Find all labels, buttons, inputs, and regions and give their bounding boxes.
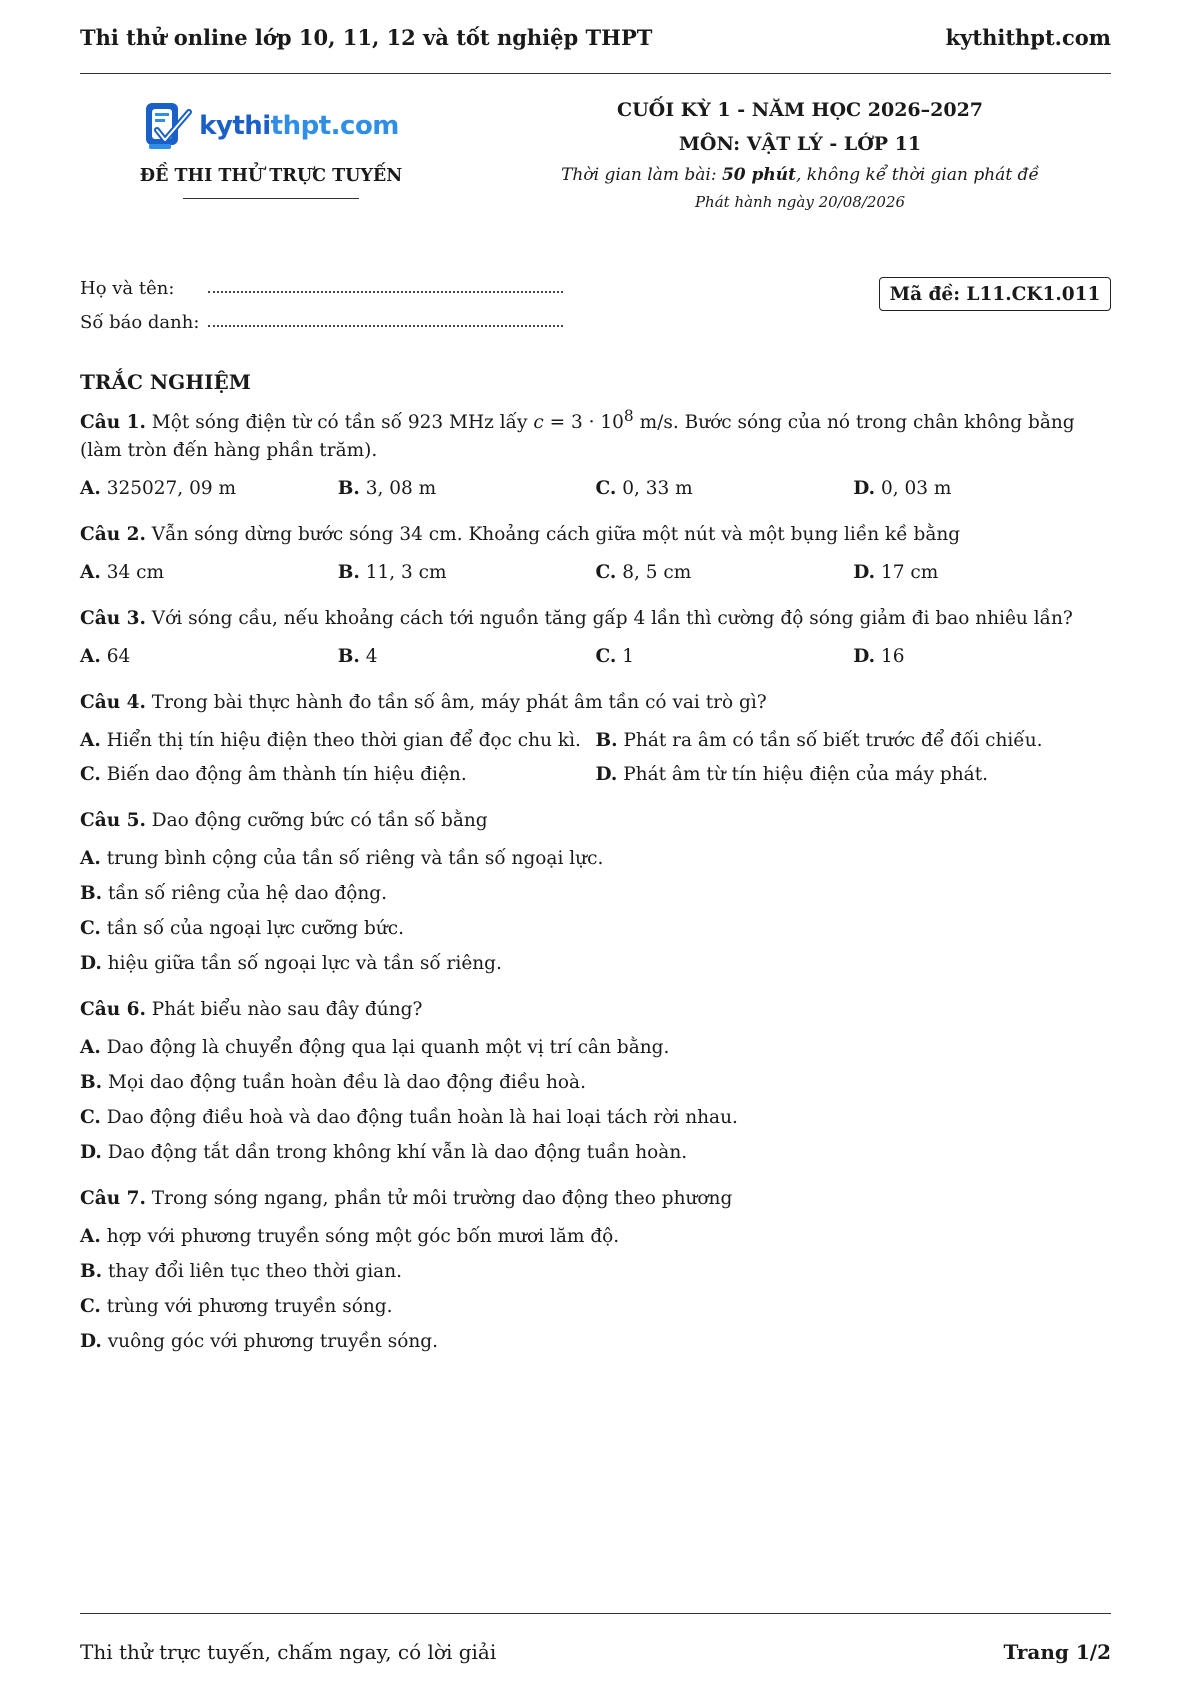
school-underline (183, 198, 359, 199)
option-c[interactable] (596, 475, 854, 503)
option-d[interactable] (80, 1328, 1111, 1356)
option-letter: A. (80, 562, 101, 584)
options-4 (80, 727, 1111, 789)
question-text: Với sóng cầu, nếu khoảng cách tới nguồn tăng gấp 4 lần thì cường độ sóng giảm đi bao nhiêu lần? (145, 608, 1073, 630)
option-letter: D. (853, 646, 876, 668)
option-a[interactable] (80, 1223, 1111, 1251)
option-text: tần số riêng của hệ dao động. (107, 883, 388, 905)
name-row (80, 265, 563, 299)
option-letter: A. (80, 730, 101, 752)
option-letter: C. (595, 478, 617, 500)
logo-text-part1: kythi (199, 111, 271, 141)
option-text: 325027, 09 m (106, 478, 237, 500)
duration-value: 50 phút (721, 165, 796, 185)
option-letter: C. (80, 764, 101, 786)
section-title: TRẮC NGHIỆM (80, 370, 251, 394)
option-letter: D. (80, 1142, 102, 1164)
header-title: Thi thử online lớp 10, 11, 12 và tốt nghiệp THPT (80, 24, 653, 50)
duration-prefix: Thời gian làm bài: (561, 165, 722, 185)
question-number: Câu 7. (80, 1188, 146, 1210)
question-4 (80, 689, 1111, 717)
option-d[interactable] (80, 1139, 1111, 1167)
option-text: Mọi dao động tuần hoàn đều là dao động điều hoà. (107, 1072, 586, 1094)
option-text: Dao động điều hoà và dao động tuần hoàn là hai loại tách rời nhau. (106, 1107, 738, 1129)
question-5 (80, 807, 1111, 835)
option-a[interactable] (80, 559, 338, 587)
options-7 (80, 1223, 1111, 1356)
question-2 (80, 521, 1111, 549)
option-letter: B. (80, 883, 103, 905)
logo-text-part2: thpt.com (270, 111, 399, 141)
option-c[interactable] (596, 559, 854, 587)
option-letter: D. (853, 562, 876, 584)
options-3 (80, 643, 1111, 671)
option-letter: C. (80, 918, 101, 940)
option-letter: A. (80, 646, 101, 668)
option-text: 8, 5 cm (622, 562, 692, 584)
option-letter: B. (80, 1261, 103, 1283)
option-b[interactable] (596, 727, 1112, 755)
option-letter: B. (337, 646, 360, 668)
option-text: 4 (365, 646, 378, 668)
option-letter: A. (80, 848, 101, 870)
option-letter: C. (595, 562, 617, 584)
question-6 (80, 996, 1111, 1024)
id-field[interactable] (208, 309, 563, 327)
option-letter: D. (595, 764, 618, 786)
question-number: Câu 1. (80, 412, 146, 434)
option-a[interactable] (80, 475, 338, 503)
id-label: Số báo danh: (80, 312, 200, 333)
option-c[interactable] (80, 915, 1111, 943)
question-number: Câu 4. (80, 692, 146, 714)
option-letter: B. (337, 562, 360, 584)
option-text: 16 (880, 646, 905, 668)
option-d[interactable] (853, 559, 1111, 587)
question-number: Câu 2. (80, 524, 146, 546)
option-letter: C. (80, 1296, 101, 1318)
option-d[interactable] (596, 761, 1112, 789)
option-c[interactable] (80, 1293, 1111, 1321)
option-b[interactable] (338, 475, 596, 503)
options-6 (80, 1034, 1111, 1167)
exam-code-box: Mã đề: L11.CK1.011 (879, 277, 1111, 311)
option-c[interactable] (80, 1104, 1111, 1132)
option-text: 34 cm (106, 562, 165, 584)
option-a[interactable] (80, 727, 596, 755)
option-text: Phát ra âm có tần số biết trước để đối chiếu. (623, 730, 1043, 752)
option-text: 0, 03 m (880, 478, 952, 500)
option-c[interactable] (596, 643, 854, 671)
option-text: Phát âm từ tín hiệu điện của máy phát. (623, 764, 989, 786)
question-text: Trong sóng ngang, phần tử môi trường dao động theo phương (145, 1188, 733, 1210)
option-b[interactable] (80, 880, 1111, 908)
name-field[interactable] (208, 275, 563, 293)
release-date: Phát hành ngày 20/08/2026 (694, 193, 906, 211)
logo (143, 100, 399, 152)
footer (80, 1640, 1111, 1664)
math-exponent: 8 (623, 407, 634, 425)
page-number: Trang 1/2 (1003, 1640, 1111, 1664)
option-text: 64 (106, 646, 131, 668)
option-b[interactable] (338, 559, 596, 587)
option-d[interactable] (80, 950, 1111, 978)
option-letter: C. (80, 1107, 101, 1129)
option-a[interactable] (80, 1034, 1111, 1062)
option-text: hợp với phương truyền sóng một góc bốn mươi lăm độ. (106, 1226, 620, 1248)
option-letter: A. (80, 478, 101, 500)
option-text: 11, 3 cm (365, 562, 447, 584)
math-symbol: c (533, 412, 544, 434)
option-text: Dao động là chuyển động qua lại quanh một vị trí cân bằng. (106, 1037, 670, 1059)
exam-info (560, 97, 1040, 211)
question-text: Phát biểu nào sau đây đúng? (145, 999, 423, 1021)
header-site[interactable]: kythithpt.com (945, 24, 1111, 50)
student-info (80, 265, 563, 333)
question-text: m/s. Bước sóng của nó trong chân không bằng (làm tròn đến hàng phần trăm). (80, 412, 1075, 462)
option-text: trùng với phương truyền sóng. (106, 1296, 393, 1318)
question-1 (80, 402, 1111, 465)
options-1 (80, 475, 1111, 503)
question-7 (80, 1185, 1111, 1213)
questions-section (80, 368, 1111, 1374)
option-text: Biến dao động âm thành tín hiệu điện. (106, 764, 467, 786)
option-text: 1 (622, 646, 635, 668)
option-d[interactable] (853, 643, 1111, 671)
option-text: hiệu giữa tần số ngoại lực và tần số riêng. (107, 953, 502, 975)
option-letter: B. (337, 478, 360, 500)
exam-duration (560, 165, 1040, 185)
option-letter: B. (595, 730, 618, 752)
question-number: Câu 6. (80, 999, 146, 1021)
option-b[interactable] (80, 1069, 1111, 1097)
options-2 (80, 559, 1111, 587)
option-text: Hiển thị tín hiệu điện theo thời gian để đọc chu kì. (106, 730, 581, 752)
option-text: Dao động tắt dần trong không khí vẫn là dao động tuần hoàn. (107, 1142, 688, 1164)
option-letter: C. (595, 646, 617, 668)
footer-tagline: Thi thử trực tuyến, chấm ngay, có lời giải (80, 1640, 497, 1664)
option-text: 3, 08 m (365, 478, 437, 500)
duration-suffix: , không kể thời gian phát đề (796, 165, 1039, 185)
school-label: ĐỀ THI THỬ TRỰC TUYẾN (139, 166, 403, 186)
option-letter: A. (80, 1037, 101, 1059)
header-divider (80, 73, 1111, 74)
option-d[interactable] (853, 475, 1111, 503)
footer-divider (80, 1613, 1111, 1614)
question-text: Dao động cưỡng bức có tần số bằng (145, 810, 488, 832)
logo-block (80, 100, 462, 199)
option-text: thay đổi liên tục theo thời gian. (107, 1261, 402, 1283)
logo-text (199, 111, 399, 141)
option-letter: B. (80, 1072, 103, 1094)
option-a[interactable] (80, 845, 1111, 873)
option-text: tần số của ngoại lực cưỡng bức. (106, 918, 405, 940)
math-expression: = 3 · 10 (543, 412, 624, 434)
question-number: Câu 5. (80, 810, 146, 832)
option-b[interactable] (338, 643, 596, 671)
option-letter: A. (80, 1226, 101, 1248)
id-row (80, 299, 563, 333)
option-letter: D. (80, 1331, 102, 1353)
exam-subject: MÔN: VẬT LÝ - LỚP 11 (678, 133, 922, 155)
question-text: Vẫn sóng dừng bước sóng 34 cm. Khoảng cách giữa một nút và một bụng liền kề bằng (145, 524, 961, 546)
question-text: Một sóng điện từ có tần số 923 MHz lấy (145, 412, 534, 434)
option-text: 0, 33 m (622, 478, 693, 500)
name-label: Họ và tên: (80, 278, 175, 299)
option-c[interactable] (80, 761, 596, 789)
option-a[interactable] (80, 643, 338, 671)
question-number: Câu 3. (80, 608, 146, 630)
option-letter: D. (80, 953, 102, 975)
options-5 (80, 845, 1111, 978)
option-text: trung bình cộng của tần số riêng và tần số ngoại lực. (106, 848, 604, 870)
option-letter: D. (853, 478, 876, 500)
exam-term: CUỐI KỲ 1 - NĂM HỌC 2026–2027 (616, 99, 984, 121)
option-text: vuông góc với phương truyền sóng. (107, 1331, 439, 1353)
logo-mark-icon (143, 100, 193, 152)
question-text: Trong bài thực hành đo tần số âm, máy phát âm tần có vai trò gì? (145, 692, 767, 714)
top-header (80, 22, 1111, 52)
option-b[interactable] (80, 1258, 1111, 1286)
question-3 (80, 605, 1111, 633)
option-text: 17 cm (880, 562, 939, 584)
